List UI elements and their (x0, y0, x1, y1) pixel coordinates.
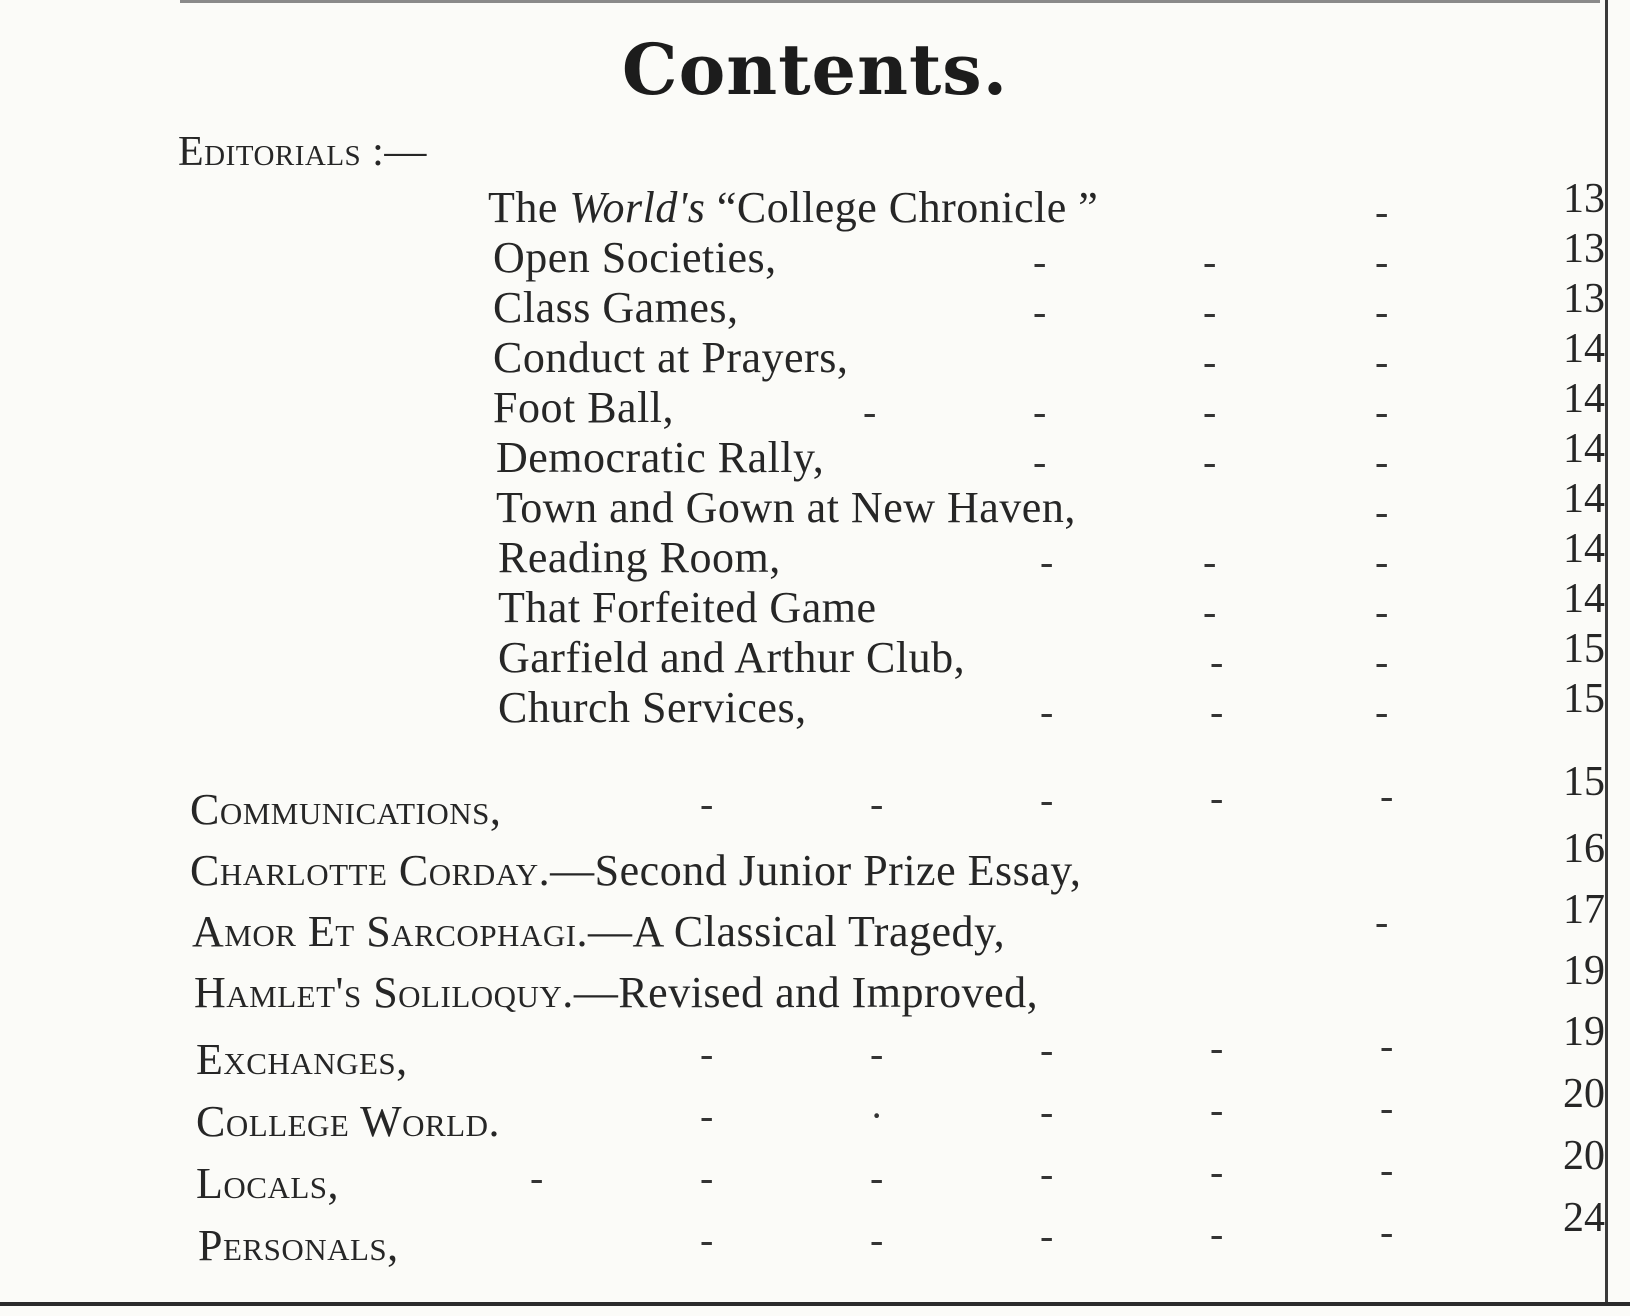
leader-dash: - (1375, 539, 1389, 584)
toc-entry: The World's “College Chronicle ” (488, 183, 1099, 232)
leader-dash: - (1375, 589, 1389, 634)
leader-dash: - (1375, 899, 1389, 944)
editorials-heading: Editorials :— (178, 129, 427, 175)
leader-dash: - (1033, 239, 1047, 284)
leader-dash: - (1040, 1027, 1054, 1072)
leader-dash: - (1033, 439, 1047, 484)
toc-entry: Open Societies, (493, 233, 777, 282)
page-number: 14 (1563, 376, 1605, 422)
leader-dash: - (1375, 189, 1389, 234)
leader-dash: - (700, 1093, 714, 1138)
page-number: 14 (1563, 476, 1605, 522)
leader-dash: - (530, 1155, 544, 1200)
section-entry: Exchanges, (196, 1035, 408, 1084)
page-number: 15 (1563, 759, 1605, 805)
leader-dash: - (1203, 389, 1217, 434)
section-entry: Charlotte Corday.—Second Junior Prize Essay, (190, 846, 1082, 895)
page-number: 20 (1563, 1133, 1605, 1179)
page-number: 24 (1563, 1195, 1605, 1241)
section-entry: Locals, (196, 1159, 340, 1208)
section-entry: Communications, (190, 785, 502, 834)
toc-entry: Garfield and Arthur Club, (498, 633, 966, 682)
section-entry: Personals, (198, 1221, 399, 1270)
page-number: 14 (1563, 526, 1605, 572)
leader-dash: - (1210, 689, 1224, 734)
leader-dash: - (1040, 1089, 1054, 1134)
leader-dash: - (1210, 1149, 1224, 1194)
page-title: Contents. (621, 28, 1009, 111)
leader-dash: - (700, 1031, 714, 1076)
page-number: 13 (1563, 226, 1605, 272)
leader-dash: - (700, 1155, 714, 1200)
leader-dash: - (1380, 773, 1394, 818)
toc-entry: Foot Ball, (493, 383, 675, 432)
page-number: 14 (1563, 576, 1605, 622)
page-number: 13 (1563, 276, 1605, 322)
page-number: 20 (1563, 1071, 1605, 1117)
leader-dash: - (1380, 1023, 1394, 1068)
leader-dash: - (1203, 589, 1217, 634)
leader-dash: - (1210, 775, 1224, 820)
page-number: 19 (1563, 948, 1605, 994)
toc-entry: That Forfeited Game (498, 583, 877, 632)
leader-dash: - (870, 781, 884, 826)
page-number: 14 (1563, 326, 1605, 372)
bottom-rule (0, 1302, 1630, 1306)
entry-title-italic: World's (569, 183, 706, 232)
leader-dash: - (870, 1031, 884, 1076)
leader-dash: - (1380, 1085, 1394, 1130)
toc-entry: Democratic Rally, (496, 433, 825, 482)
leader-dash: - (1210, 1087, 1224, 1132)
section-entry: Amor Et Sarcophagi.—A Classical Tragedy, (192, 907, 1006, 956)
leader-dash: - (1375, 439, 1389, 484)
page-number: 14 (1563, 426, 1605, 472)
leader-dash: - (1040, 777, 1054, 822)
leader-dash: - (1203, 439, 1217, 484)
leader-dash: - (1380, 1147, 1394, 1192)
page-number: 16 (1563, 826, 1605, 872)
leader-dash: - (1375, 239, 1389, 284)
toc-entry: Conduct at Prayers, (493, 333, 849, 382)
section-entry: College World. (196, 1097, 500, 1146)
leader-dash: - (1033, 289, 1047, 334)
leader-dash: - (1210, 639, 1224, 684)
leader-dash: - (700, 781, 714, 826)
leader-dash: - (1210, 1211, 1224, 1256)
page-number: 15 (1563, 676, 1605, 722)
section-entry: Hamlet's Soliloquy.—Revised and Improved, (194, 968, 1039, 1017)
leader-dash: - (1375, 639, 1389, 684)
page-number: 13 (1563, 176, 1605, 222)
leader-dash: - (1203, 539, 1217, 584)
leader-dash: - (1375, 339, 1389, 384)
leader-dash: - (1040, 539, 1054, 584)
leader-dash: - (1203, 289, 1217, 334)
page-number: 15 (1563, 626, 1605, 672)
top-rule (180, 0, 1600, 3)
leader-dash: - (1203, 239, 1217, 284)
leader-dash: - (1375, 489, 1389, 534)
leader-dash: - (1380, 1209, 1394, 1254)
toc-entry: Town and Gown at New Haven, (496, 483, 1076, 532)
leader-dash: - (1375, 289, 1389, 334)
leader-dash: - (1210, 1025, 1224, 1070)
leader-dash: · (870, 1093, 884, 1138)
leader-dash: - (1375, 689, 1389, 734)
leader-dash: - (1033, 389, 1047, 434)
page-number: 17 (1563, 887, 1605, 933)
toc-entry: Reading Room, (498, 533, 781, 582)
leader-dash: - (1040, 1151, 1054, 1196)
leader-dash: - (700, 1217, 714, 1262)
leader-dash: - (1040, 1213, 1054, 1258)
leader-dash: - (1040, 689, 1054, 734)
toc-entry: Church Services, (498, 683, 807, 732)
page-number: 19 (1563, 1009, 1605, 1055)
leader-dash: - (863, 389, 877, 434)
leader-dash: - (870, 1155, 884, 1200)
leader-dash: - (870, 1217, 884, 1262)
leader-dash: - (1203, 339, 1217, 384)
toc-entry: Class Games, (493, 283, 739, 332)
right-rule (1605, 0, 1608, 1304)
leader-dash: - (1375, 389, 1389, 434)
